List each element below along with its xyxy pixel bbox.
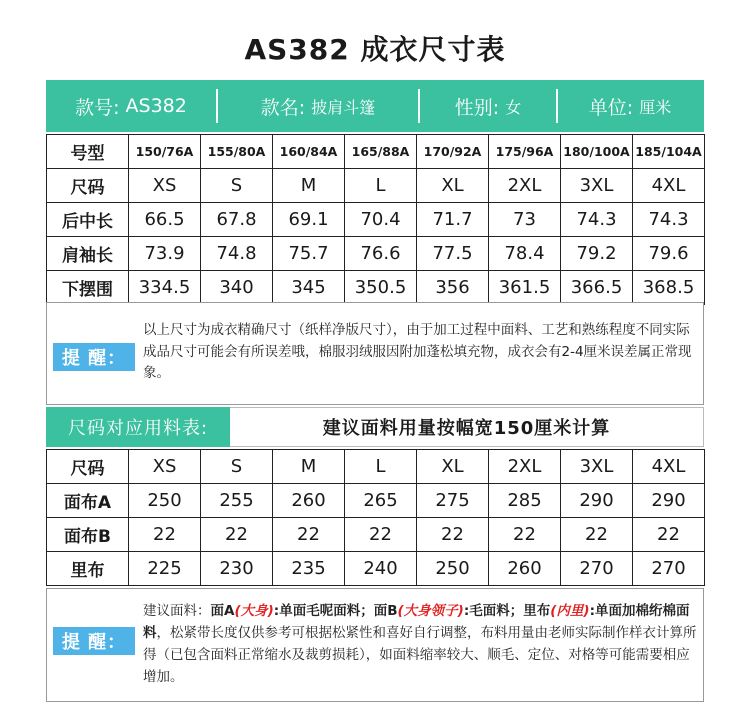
table-cell: 155/80A: [201, 135, 273, 169]
style-name: [218, 80, 418, 132]
table-cell: 350.5: [345, 271, 417, 305]
table-cell: 67.8: [201, 203, 273, 237]
table-cell: 22: [561, 518, 633, 552]
unit-label: 单位:: [588, 96, 634, 119]
row-header: 下摆围: [47, 271, 129, 305]
table-row: [47, 271, 705, 305]
table-cell: 265: [345, 484, 417, 518]
table-cell: 175/96A: [489, 135, 561, 169]
header-divider: [216, 89, 218, 123]
table-cell: XL: [417, 450, 489, 484]
table-cell: 270: [561, 552, 633, 586]
table-cell: 260: [273, 484, 345, 518]
table-row: [47, 237, 705, 271]
table-cell: 2XL: [489, 450, 561, 484]
style-no-value: AS382: [125, 95, 187, 117]
fabric-header: [46, 407, 704, 447]
gender-value: 女: [505, 97, 522, 117]
table-cell: 340: [201, 271, 273, 305]
table-cell: 150/76A: [129, 135, 201, 169]
fabric-suggest-label: 建议面料：: [143, 603, 211, 619]
lining-part: (内里): [550, 603, 590, 619]
row-header: 肩袖长: [47, 237, 129, 271]
row-header: 尺码: [47, 169, 129, 203]
size-notice-text: 以上尺寸为成衣精确尺寸（纸样净版尺寸），由于加工过程中面料、工艺和熟练程度不同实际成品尺寸可能会有所误差哦，棉服羽绒服因附加蓬松填充物，成衣会有2-4厘米误差属正常现象。: [143, 322, 692, 381]
table-cell: 366.5: [561, 271, 633, 305]
table-cell: 334.5: [129, 271, 201, 305]
table-cell: 77.5: [417, 237, 489, 271]
table-row: [47, 450, 705, 484]
fabric-a-label: 面A: [210, 603, 235, 619]
table-row: [47, 484, 705, 518]
table-cell: 290: [561, 484, 633, 518]
fabric-notice: [46, 588, 704, 702]
gender: [420, 80, 556, 132]
table-cell: S: [201, 169, 273, 203]
table-cell: 74.8: [201, 237, 273, 271]
fabric-table: [46, 449, 705, 586]
header-divider: [556, 89, 558, 123]
style-no: [46, 80, 216, 132]
table-cell: 290: [633, 484, 705, 518]
table-row: [47, 135, 705, 169]
unit-value: 厘米: [639, 97, 672, 117]
table-cell: 160/84A: [273, 135, 345, 169]
table-cell: 74.3: [633, 203, 705, 237]
table-cell: 361.5: [489, 271, 561, 305]
table-cell: 22: [273, 518, 345, 552]
table-cell: 225: [129, 552, 201, 586]
table-cell: 71.7: [417, 203, 489, 237]
table-cell: 22: [129, 518, 201, 552]
fabric-b-desc: :毛面料；里布: [463, 603, 551, 619]
table-cell: 22: [201, 518, 273, 552]
table-cell: 22: [489, 518, 561, 552]
row-header: 面布B: [47, 518, 129, 552]
style-name-label: 款名:: [260, 96, 306, 119]
table-cell: 78.4: [489, 237, 561, 271]
row-header: 尺码: [47, 450, 129, 484]
table-cell: 260: [489, 552, 561, 586]
table-row: [47, 552, 705, 586]
style-no-label: 款号:: [75, 96, 120, 119]
table-row: [47, 518, 705, 552]
table-cell: 74.3: [561, 203, 633, 237]
table-cell: 275: [417, 484, 489, 518]
table-cell: 3XL: [561, 169, 633, 203]
table-cell: 79.6: [633, 237, 705, 271]
table-cell: 22: [417, 518, 489, 552]
table-cell: 185/104A: [633, 135, 705, 169]
size-table: [46, 134, 705, 305]
table-cell: 368.5: [633, 271, 705, 305]
table-row: [47, 169, 705, 203]
table-cell: 22: [345, 518, 417, 552]
table-cell: 22: [633, 518, 705, 552]
table-cell: 73.9: [129, 237, 201, 271]
lining-desc: 单面加棉绗棉面料: [143, 603, 690, 641]
fabric-a-desc: :单面毛呢面料；面B: [273, 603, 398, 619]
table-cell: M: [273, 169, 345, 203]
fabric-a-part: (大身): [234, 603, 274, 619]
row-header: 号型: [47, 135, 129, 169]
row-header: 里布: [47, 552, 129, 586]
remind-tag: 提 醒：: [53, 627, 135, 655]
page-title: AS382 成衣尺寸表: [244, 33, 506, 66]
table-cell: 66.5: [129, 203, 201, 237]
table-cell: XL: [417, 169, 489, 203]
style-name-value: 披肩斗篷: [311, 97, 376, 117]
table-cell: 345: [273, 271, 345, 305]
table-cell: 4XL: [633, 450, 705, 484]
table-cell: XS: [129, 169, 201, 203]
row-header: 面布A: [47, 484, 129, 518]
table-cell: 165/88A: [345, 135, 417, 169]
table-cell: 3XL: [561, 450, 633, 484]
header-divider: [418, 89, 420, 123]
table-row: [47, 203, 705, 237]
table-cell: L: [345, 450, 417, 484]
table-cell: 285: [489, 484, 561, 518]
header-bar: [46, 80, 704, 132]
table-cell: 2XL: [489, 169, 561, 203]
table-cell: 75.7: [273, 237, 345, 271]
fabric-table-title: 尺码对应用料表:: [46, 407, 230, 447]
table-cell: 356: [417, 271, 489, 305]
table-cell: 69.1: [273, 203, 345, 237]
table-cell: 250: [417, 552, 489, 586]
fabric-b-part: (大身领子): [397, 603, 464, 619]
table-cell: 76.6: [345, 237, 417, 271]
table-cell: 70.4: [345, 203, 417, 237]
fabric-notice-body: ，松紧带长度仅供参考可根据松紧性和喜好自行调整，布料用量由老师实际制作样衣计算所得（已包含面料正常缩水及裁剪损耗），如面料缩率较大、顺毛、定位、对格等可能需要相应增加。: [143, 625, 697, 685]
size-notice: [46, 302, 704, 405]
table-cell: 73: [489, 203, 561, 237]
table-cell: 270: [633, 552, 705, 586]
table-cell: 255: [201, 484, 273, 518]
table-cell: 180/100A: [561, 135, 633, 169]
table-cell: M: [273, 450, 345, 484]
fabric-notice-text: [143, 600, 699, 688]
table-cell: 235: [273, 552, 345, 586]
table-cell: S: [201, 450, 273, 484]
lining-colon: :: [589, 603, 595, 619]
table-cell: 250: [129, 484, 201, 518]
table-cell: 79.2: [561, 237, 633, 271]
gender-label: 性别:: [454, 96, 500, 119]
fabric-width-note: 建议面料用量按幅宽150厘米计算: [230, 407, 704, 447]
table-cell: XS: [129, 450, 201, 484]
table-cell: 240: [345, 552, 417, 586]
table-cell: 230: [201, 552, 273, 586]
row-header: 后中长: [47, 203, 129, 237]
table-cell: 170/92A: [417, 135, 489, 169]
table-cell: L: [345, 169, 417, 203]
unit: [558, 80, 702, 132]
table-cell: 4XL: [633, 169, 705, 203]
remind-tag: 提 醒：: [53, 343, 135, 371]
